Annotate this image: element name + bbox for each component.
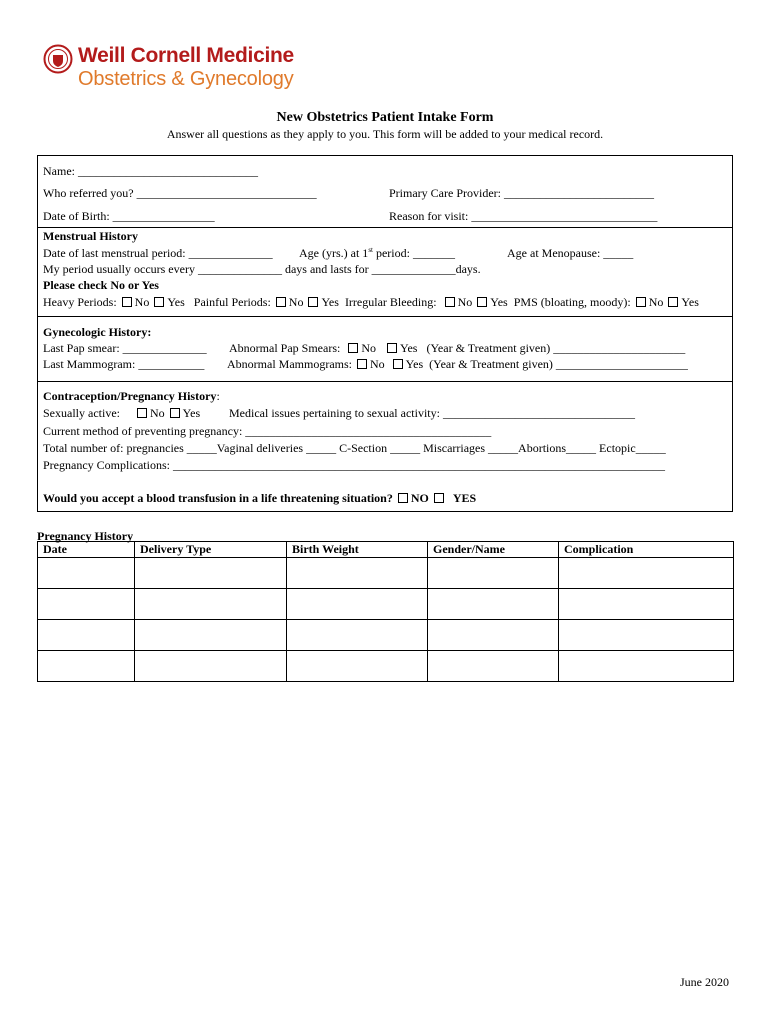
no-label: No xyxy=(648,295,664,309)
table-cell[interactable] xyxy=(287,620,428,651)
logo xyxy=(43,44,343,94)
no-label: No xyxy=(369,357,385,371)
age-first-blank: period: _______ xyxy=(372,246,455,260)
table-cell[interactable] xyxy=(135,651,287,682)
heavy-no-checkbox[interactable] xyxy=(122,297,132,307)
yes-label: Yes xyxy=(182,406,201,420)
sexually-active-yes-checkbox[interactable] xyxy=(170,408,180,418)
pms-yes-checkbox[interactable] xyxy=(668,297,678,307)
lmp-field[interactable]: Date of last menstrual period: ______________ xyxy=(43,246,273,260)
age-first-label: Age (yrs.) at 1 xyxy=(299,246,369,260)
check-heading: Please check No or Yes xyxy=(43,278,159,292)
no-label: No xyxy=(457,295,473,309)
method-field[interactable]: Current method of preventing pregnancy: _________________________________________ xyxy=(43,424,492,438)
table-row xyxy=(38,558,734,589)
pms-no-checkbox[interactable] xyxy=(636,297,646,307)
no-label: No xyxy=(288,295,304,309)
footer-date: June 2020 xyxy=(680,975,729,989)
medical-issues-field[interactable]: Medical issues pertaining to sexual activity: ________________________________ xyxy=(229,406,635,420)
no-label: No xyxy=(149,406,165,420)
divider xyxy=(37,381,733,382)
mammo-detail-field[interactable]: (Year & Treatment given) ______________________ xyxy=(429,357,688,371)
abn-pap-row xyxy=(229,341,685,356)
table-cell[interactable] xyxy=(135,558,287,589)
table-cell[interactable] xyxy=(428,651,559,682)
pap-field[interactable]: Last Pap smear: ______________ xyxy=(43,341,207,355)
painful-label: Painful Periods: xyxy=(193,295,271,309)
irregular-no-checkbox[interactable] xyxy=(445,297,455,307)
col-gender-name: Gender/Name xyxy=(428,542,559,558)
form-subtitle: Answer all questions as they apply to you. This form will be added to your medical record. xyxy=(166,127,604,141)
table-row xyxy=(38,651,734,682)
age-first-sup: st xyxy=(368,246,373,254)
gyn-heading: Gynecologic History: xyxy=(43,325,152,339)
table-cell[interactable] xyxy=(287,651,428,682)
yes-label: Yes xyxy=(321,295,339,309)
table-cell[interactable] xyxy=(428,589,559,620)
reason-field[interactable]: Reason for visit: _______________________________ xyxy=(389,209,658,223)
irregular-label: Irregular Bleeding: xyxy=(344,295,437,309)
table-cell[interactable] xyxy=(559,558,734,589)
logo-line1: Weill Cornell Medicine xyxy=(78,44,294,67)
heavy-label: Heavy Periods: xyxy=(43,295,117,309)
pcp-field[interactable]: Primary Care Provider: _________________________ xyxy=(389,186,654,200)
mammo-field[interactable]: Last Mammogram: ___________ xyxy=(43,357,205,371)
sexually-active-no-checkbox[interactable] xyxy=(137,408,147,418)
col-birth-weight: Birth Weight xyxy=(287,542,428,558)
abn-mammo-no-checkbox[interactable] xyxy=(357,359,367,369)
pregnancy-history-heading: Pregnancy History xyxy=(37,529,134,543)
yes-label: Yes xyxy=(490,295,508,309)
sexually-active-label: Sexually active: xyxy=(43,406,120,420)
menstrual-heading: Menstrual History xyxy=(43,229,138,243)
abn-pap-label: Abnormal Pap Smears: xyxy=(229,341,341,355)
table-cell[interactable] xyxy=(38,558,135,589)
table-row xyxy=(38,589,734,620)
col-delivery-type: Delivery Type xyxy=(135,542,287,558)
transfusion-row xyxy=(43,491,476,506)
table-cell[interactable] xyxy=(38,589,135,620)
logo-line2: Obstetrics & Gynecology xyxy=(78,68,294,90)
abn-mammo-label: Abnormal Mammograms: xyxy=(227,357,352,371)
yes-label: Yes xyxy=(167,295,185,309)
table-cell[interactable] xyxy=(135,589,287,620)
painful-yes-checkbox[interactable] xyxy=(308,297,318,307)
abn-pap-yes-checkbox[interactable] xyxy=(387,343,397,353)
complications-field[interactable]: Pregnancy Complications: __________________________________________________________________________________ xyxy=(43,458,665,472)
totals-field[interactable]: Total number of: pregnancies _____Vaginal deliveries _____ C-Section _____ Miscarriages _____Abortions_____ Ectopic_____ xyxy=(43,441,666,455)
form-title: New Obstetrics Patient Intake Form xyxy=(276,110,494,125)
table-cell[interactable] xyxy=(38,620,135,651)
table-cell[interactable] xyxy=(559,620,734,651)
abn-mammo-yes-checkbox[interactable] xyxy=(393,359,403,369)
abn-mammo-row xyxy=(227,357,688,372)
col-date: Date xyxy=(38,542,135,558)
contraception-heading: Contraception/Pregnancy History xyxy=(43,389,217,403)
divider xyxy=(37,316,733,317)
table-row xyxy=(38,620,734,651)
yes-label: Yes xyxy=(405,357,424,371)
table-cell[interactable] xyxy=(559,589,734,620)
yes-label: Yes xyxy=(681,295,699,309)
transfusion-no-label: NO xyxy=(410,491,429,505)
heading-colon: : xyxy=(216,389,220,403)
col-complication: Complication xyxy=(559,542,734,558)
heavy-yes-checkbox[interactable] xyxy=(154,297,164,307)
transfusion-no-checkbox[interactable] xyxy=(398,493,408,503)
seal-icon xyxy=(43,44,73,74)
table-cell[interactable] xyxy=(428,558,559,589)
table-cell[interactable] xyxy=(135,620,287,651)
painful-no-checkbox[interactable] xyxy=(276,297,286,307)
table-cell[interactable] xyxy=(38,651,135,682)
cycle-field[interactable]: My period usually occurs every ______________ days and lasts for ______________days. xyxy=(43,262,481,276)
age-first-period-field[interactable] xyxy=(299,246,455,261)
abn-pap-no-checkbox[interactable] xyxy=(348,343,358,353)
symptom-row xyxy=(43,295,699,310)
yes-label: Yes xyxy=(400,341,418,355)
transfusion-question: Would you accept a blood transfusion in a life threatening situation? xyxy=(43,491,393,505)
irregular-yes-checkbox[interactable] xyxy=(477,297,487,307)
pap-detail-field[interactable]: (Year & Treatment given) ______________________ xyxy=(426,341,686,355)
table-cell[interactable] xyxy=(559,651,734,682)
name-field[interactable]: Name: ______________________________ xyxy=(43,164,258,178)
transfusion-yes-label: YES xyxy=(452,491,477,505)
dob-field[interactable]: Date of Birth: _________________ xyxy=(43,209,215,223)
transfusion-yes-checkbox[interactable] xyxy=(434,493,444,503)
contraception-heading-row xyxy=(43,389,220,404)
menopause-field[interactable]: Age at Menopause: _____ xyxy=(507,246,634,260)
pregnancy-history-table xyxy=(37,541,734,682)
referred-field[interactable]: Who referred you? ______________________________ xyxy=(43,186,317,200)
pms-label: PMS (bloating, moody): xyxy=(513,295,631,309)
table-cell[interactable] xyxy=(287,589,428,620)
sexually-active-row xyxy=(43,406,200,421)
no-label: No xyxy=(361,341,376,355)
table-header-row xyxy=(38,542,734,558)
table-cell[interactable] xyxy=(428,620,559,651)
no-label: No xyxy=(134,295,150,309)
table-cell[interactable] xyxy=(287,558,428,589)
divider xyxy=(37,227,733,228)
